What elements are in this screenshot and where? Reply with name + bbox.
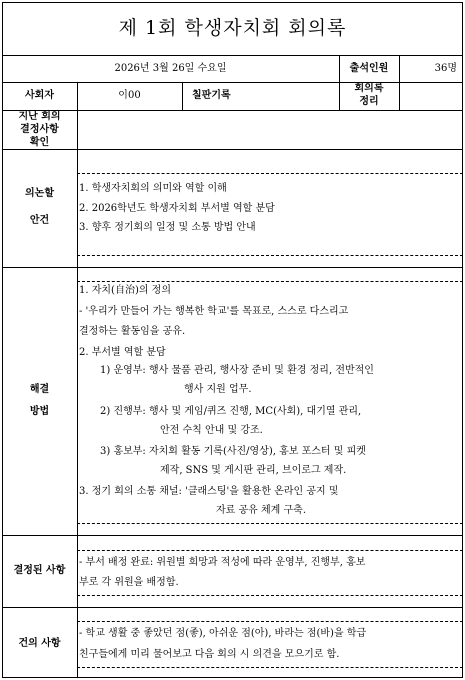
solution-line: - '우리가 만들어 가는 행복한 학교'를 목표로, 스스로 다스리고 <box>79 306 349 317</box>
solution-line: 1. 자치(自治)의 정의 <box>79 285 172 296</box>
solution-line: 제작, SNS 및 게시판 관리, 브이로그 제작. <box>160 465 347 476</box>
decision-label: 결정된 사항 <box>13 565 66 576</box>
solution-label: 방법 <box>29 406 50 417</box>
agenda-item: 1. 학생자치회의 의미와 역할 이해 <box>79 183 227 194</box>
dashed-guide <box>77 667 463 668</box>
attendance-label: 출석인원 <box>349 63 389 74</box>
solution-line: 2. 부서별 역할 분담 <box>79 347 166 358</box>
agenda-label: 의논할 <box>25 188 54 199</box>
solution-line: 안전 수칙 안내 및 강조. <box>160 425 263 436</box>
solution-line: 결정하는 활동임을 공유. <box>79 326 186 337</box>
col-divider <box>77 82 78 678</box>
dashed-guide <box>77 621 463 622</box>
solution-line: 3. 정기 회의 소통 채널: '클래스팅'을 활용한 온라인 공지 및 <box>79 486 339 497</box>
agenda-item: 2. 2026학년도 학생자치회 부서별 역할 분담 <box>79 203 275 214</box>
meeting-minutes-document <box>2 2 463 678</box>
agenda-item: 3. 향후 정기회의 일정 및 소통 방법 안내 <box>79 222 256 233</box>
prev-decisions-label: 결정사항 <box>20 124 59 135</box>
prev-decisions-label: 지난 회의 <box>18 111 61 122</box>
solution-line: 2) 진행부: 행사 및 게임/퀴즈 진행, MC(사회), 대기열 관리, <box>100 406 362 417</box>
decision-line: 부로 각 위원을 배정함. <box>79 577 179 588</box>
dashed-guide <box>77 550 463 551</box>
page-title: 제 1회 학생자치회 회의록 <box>118 17 347 39</box>
solution-line: 3) 홍보부: 자치회 활동 기록(사진/영상), 홍보 포스터 및 피켓 <box>100 446 366 457</box>
decision-line: - 부서 배정 완료: 위원별 희망과 적성에 따라 운영부, 진행부, 홍보 <box>79 557 366 568</box>
dashed-guide <box>77 173 463 174</box>
solution-line: 행사 지원 업무. <box>184 384 252 395</box>
dashed-guide <box>77 255 463 256</box>
dashed-guide <box>77 595 463 596</box>
suggestion-line: 친구들에게 미리 물어보고 다음 회의 시 의견을 모으기로 함. <box>79 649 340 660</box>
row-divider <box>2 55 463 56</box>
chair-value: 이00 <box>118 90 141 101</box>
suggestion-line: - 학교 생활 중 좋았던 점(좋), 아쉬운 점(아), 바라는 점(바)을 학급 <box>79 628 367 639</box>
row-divider <box>2 149 463 150</box>
minutes-label-line2: 정리 <box>359 96 379 107</box>
chair-label: 사회자 <box>25 90 54 101</box>
row-divider <box>2 607 463 608</box>
col-divider <box>399 82 400 110</box>
solution-line: 자료 공유 체계 구축. <box>216 505 306 516</box>
board-label: 칠판기록 <box>192 90 231 101</box>
row-divider <box>2 267 463 268</box>
agenda-label: 안건 <box>29 215 50 226</box>
col-divider <box>182 82 183 110</box>
dashed-guide <box>77 281 463 282</box>
attendance-value: 36명 <box>434 63 457 74</box>
dashed-guide <box>77 523 463 524</box>
solution-line: 1) 운영부: 행사 물품 관리, 행사장 준비 및 환경 정리, 전반적인 <box>100 365 374 376</box>
prev-decisions-label: 확인 <box>29 137 50 148</box>
suggestion-label: 건의 사항 <box>18 638 61 649</box>
row-divider <box>2 535 463 536</box>
minutes-label-line1: 회의록 <box>354 83 384 94</box>
meeting-date: 2026년 3월 26일 수요일 <box>114 63 227 74</box>
solution-label: 해결 <box>29 384 50 395</box>
